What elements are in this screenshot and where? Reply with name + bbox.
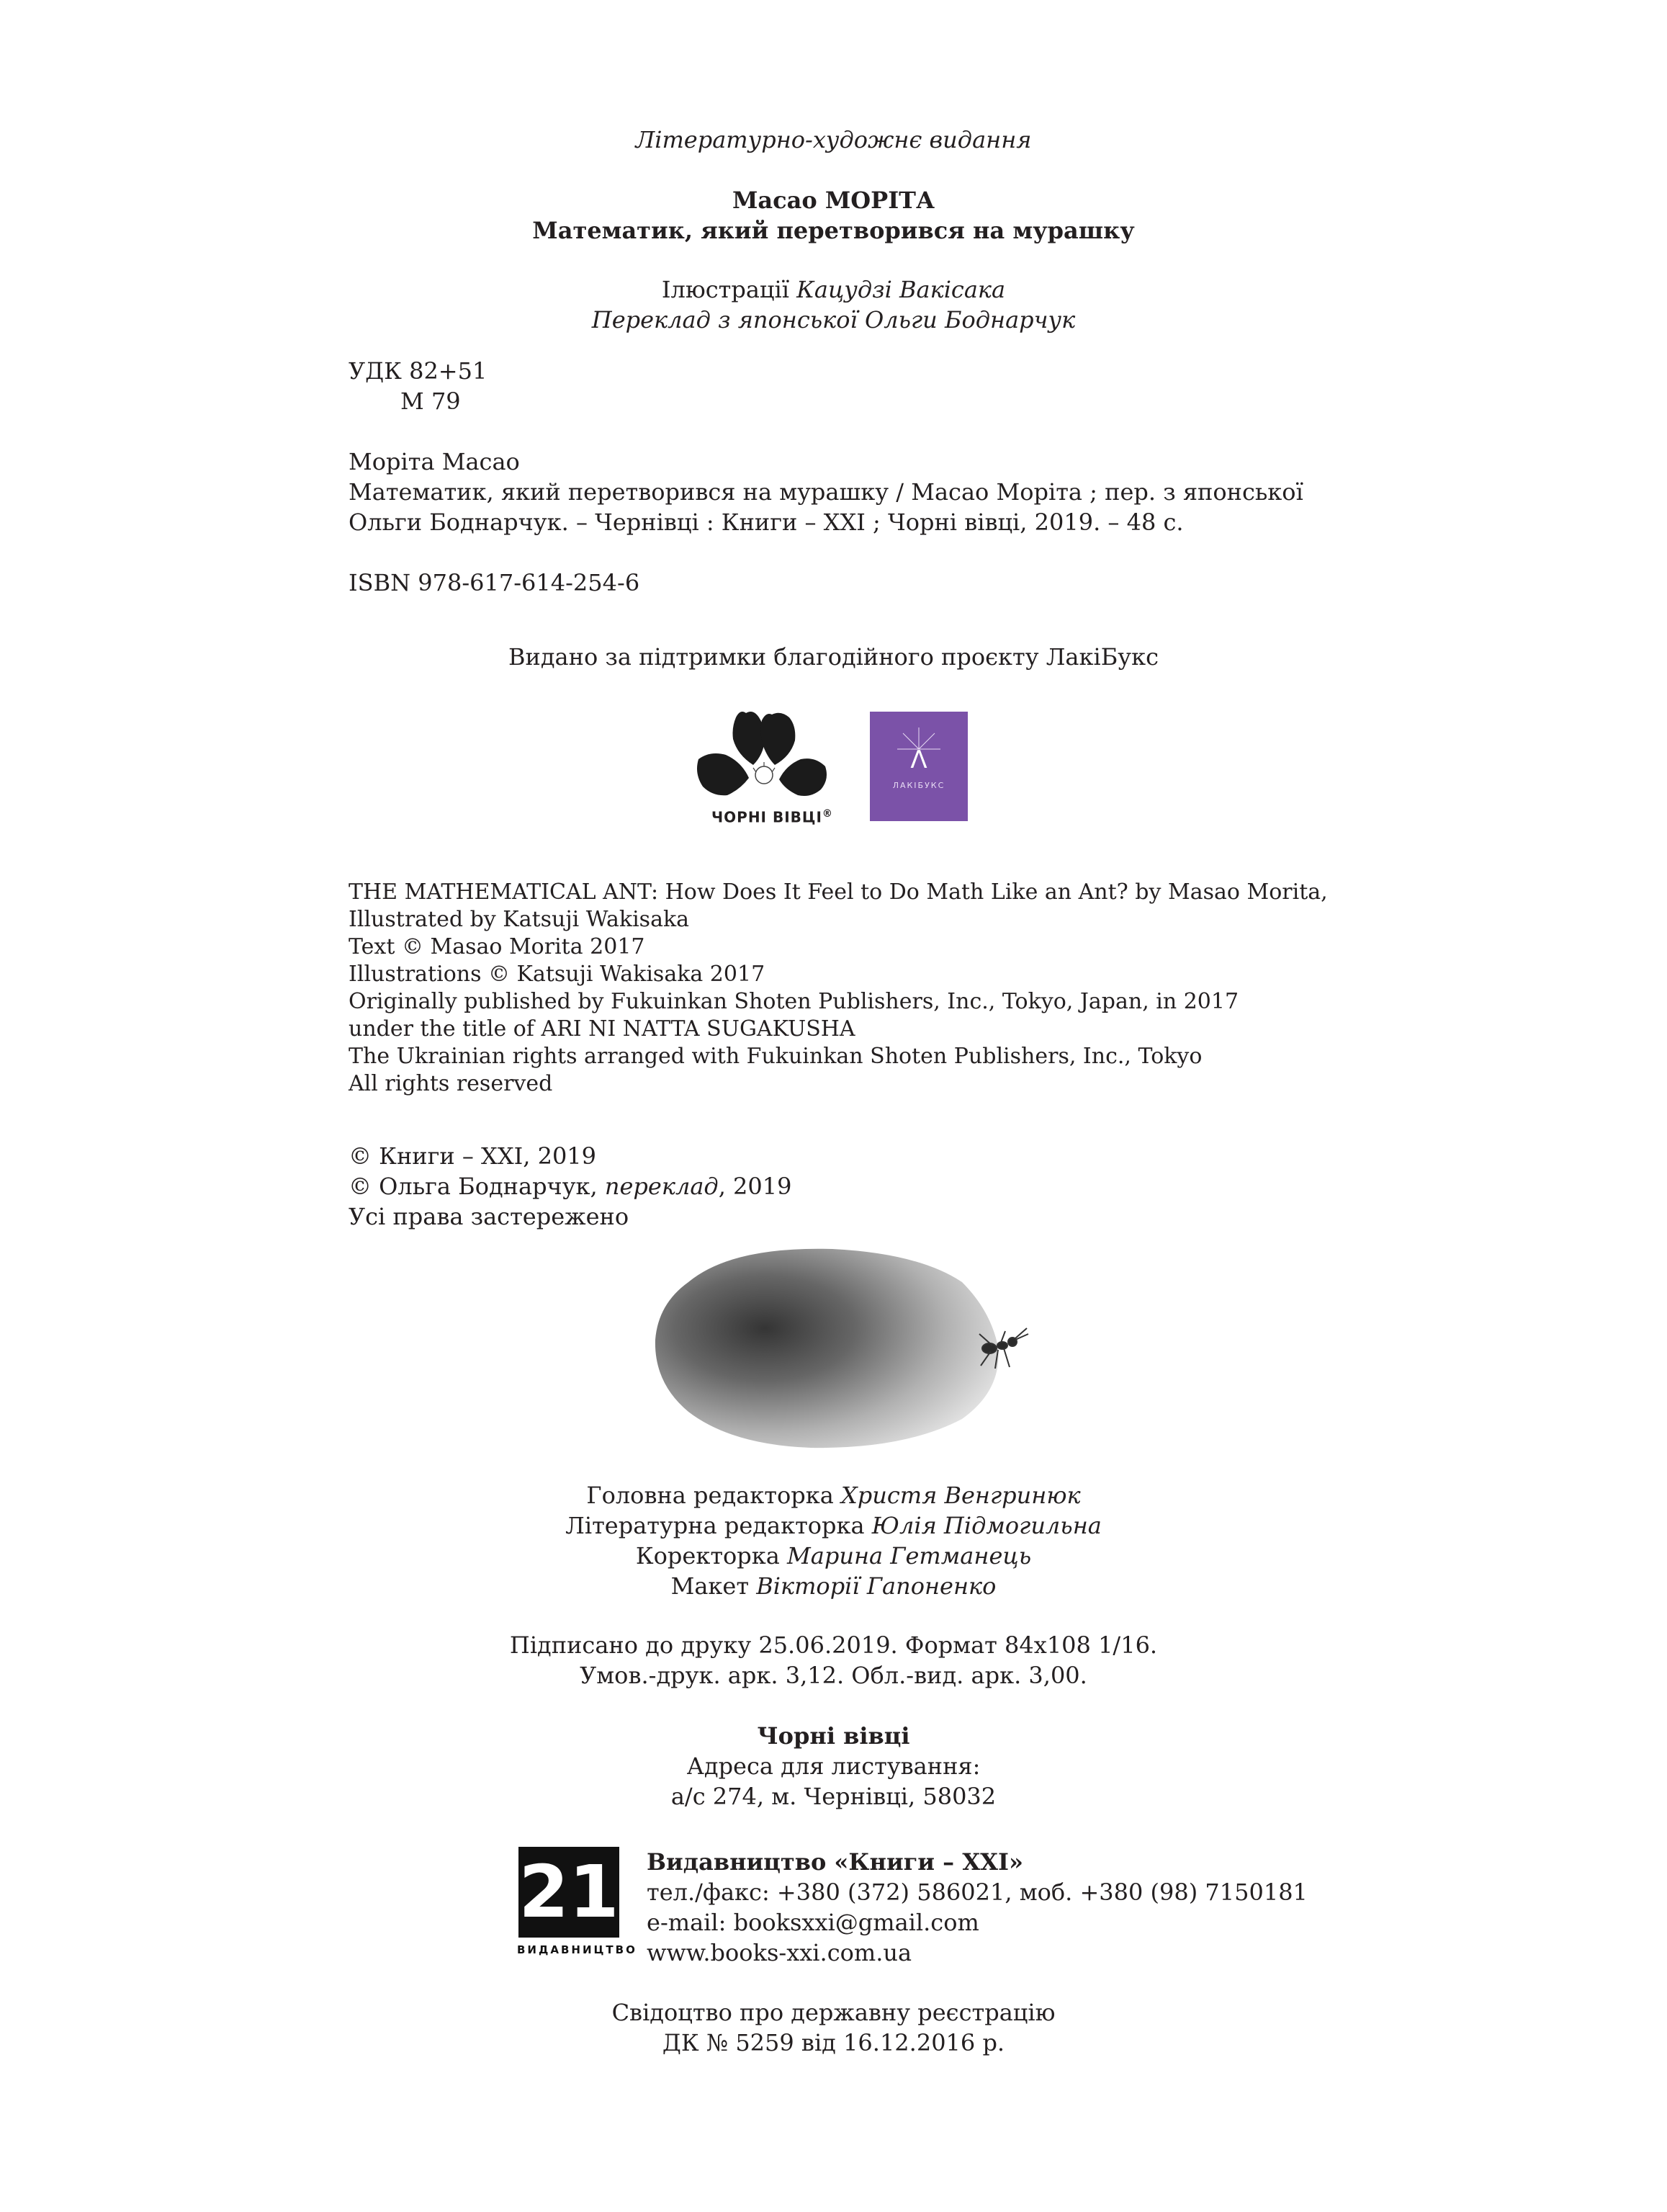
illustrations-label: Ілюстрації — [661, 276, 789, 303]
catalog-record-line: Ольги Боднарчук. – Чернівці : Книги – ХХІ ; Чорні вівці, 2019. – 48 с. — [349, 509, 1184, 536]
catalog-record-line: Математик, який перетворився на мурашку / Масао Моріта ; пер. з японської — [349, 478, 1303, 506]
registered-mark: ® — [822, 808, 833, 820]
credit-line — [0, 1570, 1667, 1602]
black-sheep-logo — [690, 707, 834, 831]
publisher2-email: e-mail: booksxxi@gmail.com — [647, 1909, 979, 1936]
luckybooks-text: ЛАКІБУКС — [892, 781, 945, 790]
rights-line: Illustrations © Katsuji Wakisaka 2017 — [349, 962, 765, 987]
book-author: Масао МОРІТА — [732, 187, 935, 214]
book-title: Математик, який перетворився на мурашку — [532, 217, 1135, 244]
credit-name: Юлія Підмогильна — [871, 1512, 1102, 1539]
luckybooks-letter: Λ — [910, 745, 927, 774]
copyright-publisher: © Книги – ХХІ, 2019 — [349, 1142, 597, 1170]
rights-line: Illustrated by Katsuji Wakisaka — [349, 907, 690, 932]
publisher-name: Чорні вівці — [757, 1722, 910, 1750]
rights-line: All rights reserved — [349, 1071, 553, 1096]
author-mark: М 79 — [400, 388, 461, 415]
publisher2-name: Видавництво «Книги – ХХІ» — [647, 1848, 1023, 1876]
luckybooks-logo — [870, 712, 968, 821]
publisher2-phone: тел./факс: +380 (372) 586021, моб. +380 (98) 7150181 — [647, 1879, 1308, 1906]
catalog-author: Моріта Масао — [349, 448, 520, 475]
copyright-translator — [349, 1171, 791, 1201]
books21-logo-block — [518, 1847, 619, 1938]
all-rights-reserved: Усі права застережено — [349, 1203, 629, 1230]
illustrations-credit — [0, 274, 1667, 305]
edition-type: Літературно-художнє видання — [635, 126, 1032, 153]
rights-line: under the title of ARI NI NATTA SUGAKUSHA — [349, 1016, 855, 1042]
books21-logo-number: 21 — [518, 1850, 619, 1934]
publisher-address: а/с 274, м. Чернівці, 58032 — [670, 1783, 997, 1810]
black-sheep-petals-icon — [690, 707, 834, 808]
black-sheep-logo-text: ЧОРНІ ВІВЦІ — [711, 808, 822, 826]
credit-line — [0, 1510, 1667, 1541]
credit-line — [0, 1540, 1667, 1572]
credit-role: Макет — [670, 1572, 757, 1600]
translation-credit: Переклад з японської Ольги Боднарчук — [591, 306, 1076, 333]
credit-name: Вікторії Гапоненко — [756, 1572, 997, 1600]
print-info: Умов.-друк. арк. 3,12. Обл.-вид. арк. 3,00. — [580, 1662, 1087, 1689]
copyright-translator-year: , 2019 — [718, 1173, 792, 1200]
publisher2-website: www.books-xxi.com.ua — [647, 1939, 912, 1966]
credit-role: Літературна редакторка — [565, 1512, 872, 1539]
rights-line: Text © Masao Morita 2017 — [349, 934, 645, 959]
credit-name: Марина Гетманець — [787, 1542, 1032, 1570]
registration-line: ДК № 5259 від 16.12.2016 р. — [662, 2029, 1005, 2056]
credit-role: Коректорка — [635, 1542, 788, 1570]
books21-logo-caption: ВИДАВНИЦТВО — [517, 1943, 637, 1956]
rights-line: The Ukrainian rights arranged with Fukuinkan Shoten Publishers, Inc., Tokyo — [349, 1044, 1203, 1069]
credit-role: Головна редакторка — [586, 1482, 841, 1509]
publisher-address-label: Адреса для листування: — [686, 1752, 981, 1780]
rights-line: Originally published by Fukuinkan Shoten Publishers, Inc., Tokyo, Japan, in 2017 — [349, 989, 1239, 1014]
copyright-translation-word: переклад — [604, 1173, 719, 1200]
registration-line: Свідоцтво про державну реєстрацію — [611, 1999, 1056, 2026]
credit-line — [0, 1479, 1667, 1511]
ink-blot-ant-illustration — [645, 1239, 1092, 1455]
rights-line: THE MATHEMATICAL ANT: How Does It Feel to Do Math Like an Ant? by Masao Morita, — [349, 879, 1328, 905]
illustrator-name: Кацудзі Вакісака — [796, 276, 1006, 303]
copyright-translator-name: © Ольга Боднарчук, — [349, 1173, 605, 1200]
credit-name: Христя Венгринюк — [840, 1482, 1081, 1509]
udk-code: УДК 82+51 — [349, 357, 487, 385]
ink-blot-icon — [645, 1239, 1092, 1455]
support-note: Видано за підтримки благодійного проєкту ЛакіБукс — [508, 643, 1159, 671]
isbn: ISBN 978-617-614-254-6 — [349, 569, 640, 596]
print-info: Підписано до друку 25.06.2019. Формат 84х108 1/16. — [509, 1631, 1158, 1659]
books21-logo — [517, 1847, 637, 1962]
